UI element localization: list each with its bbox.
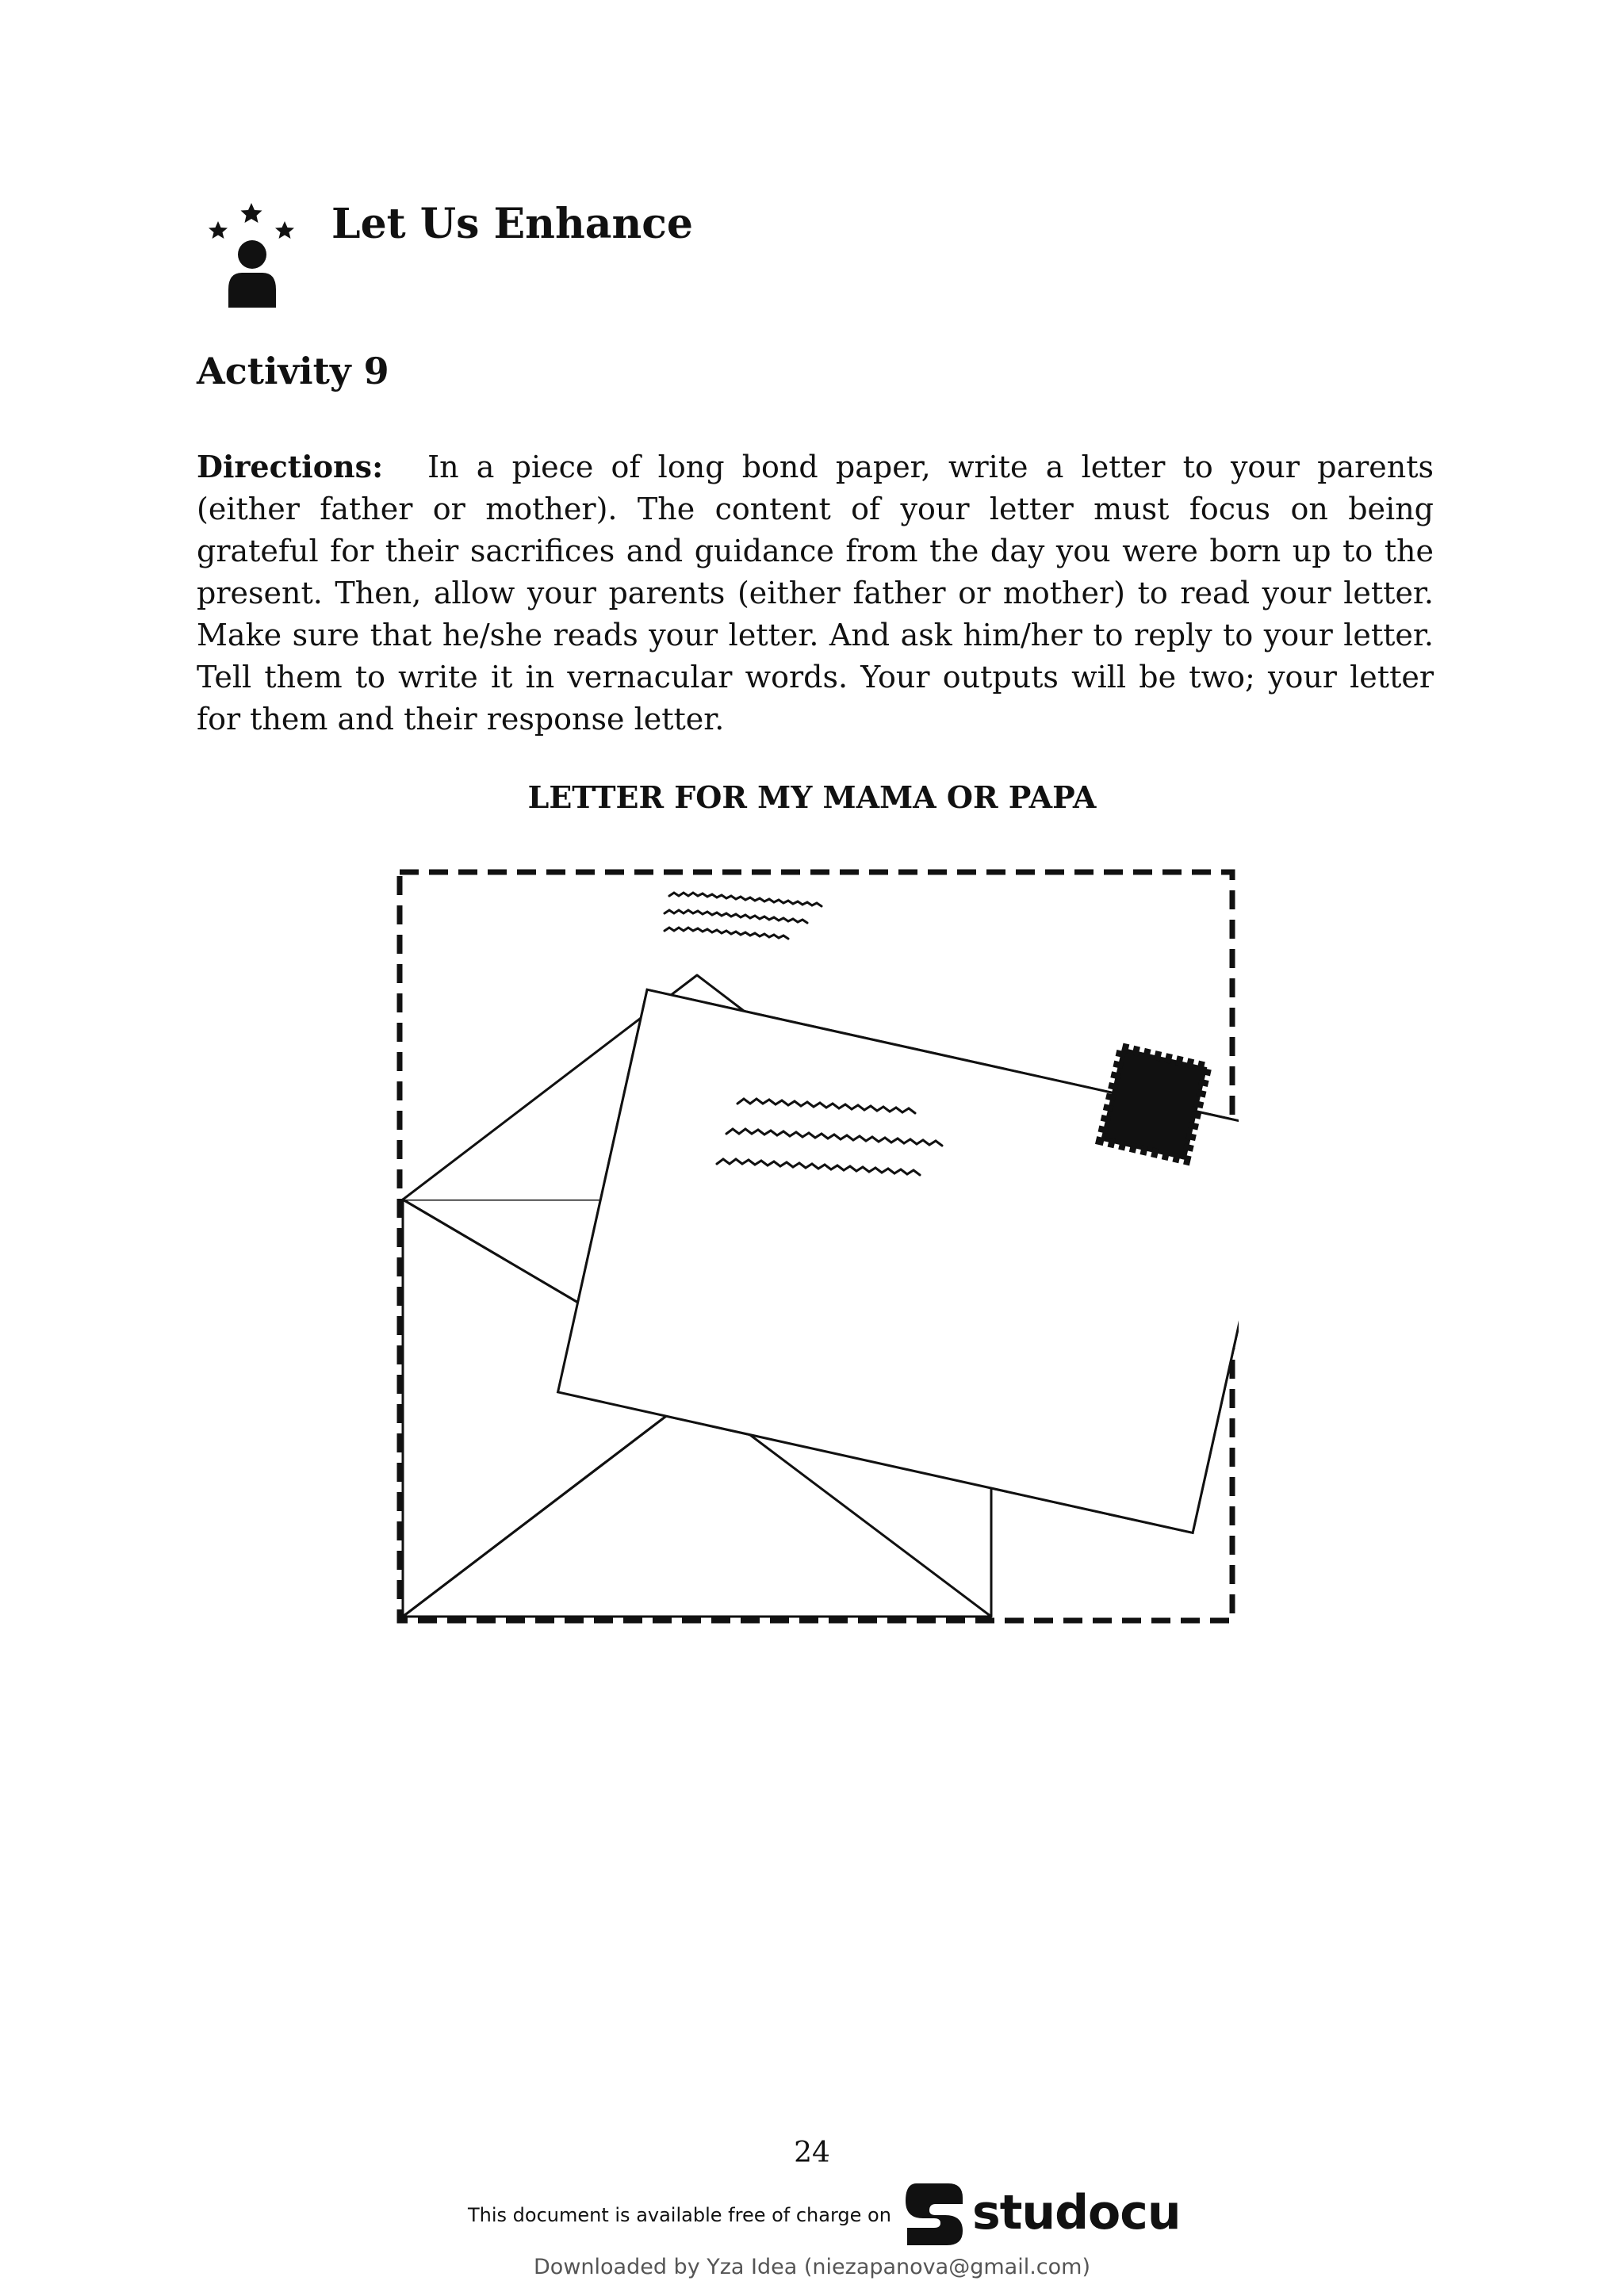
activity-title: Activity 9 xyxy=(197,350,389,392)
availability-note: This document is available free of charge on xyxy=(468,2204,891,2226)
return-address-scribbles xyxy=(665,893,822,939)
section-title: Let Us Enhance xyxy=(331,200,693,248)
studocu-logo-icon[interactable] xyxy=(901,2179,967,2250)
envelope-letter-illustration xyxy=(393,864,1239,1625)
directions-paragraph xyxy=(197,446,1434,740)
download-note: Downloaded by Yza Idea (niezapanova@gmail.com) xyxy=(534,2255,1090,2279)
person-body xyxy=(228,273,276,308)
star-icon xyxy=(275,221,294,239)
studocu-brand[interactable]: studocu xyxy=(972,2185,1181,2241)
directions-label: Directions: xyxy=(197,449,384,484)
directions-text: In a piece of long bond paper, write a letter to your parents (either father or mother). The content of your letter must focus on being grateful for their sacrifices and guidance from the day you were born up to the present. Then, allow your parents (either father or mother) to read your letter. Make sure that he/she reads your letter. And ask him/her to reply to your letter. Tell them to write it in vernacular words. Your outputs will be two; your letter for them and their response letter. xyxy=(197,450,1434,737)
achievement-person-stars-icon xyxy=(202,198,301,309)
person-head xyxy=(238,240,266,269)
page-number: 24 xyxy=(794,2137,830,2169)
postage-stamp-icon xyxy=(1097,1044,1211,1164)
star-icon xyxy=(241,203,262,223)
illustration-heading: LETTER FOR MY MAMA OR PAPA xyxy=(527,779,1097,815)
star-icon xyxy=(209,221,228,239)
